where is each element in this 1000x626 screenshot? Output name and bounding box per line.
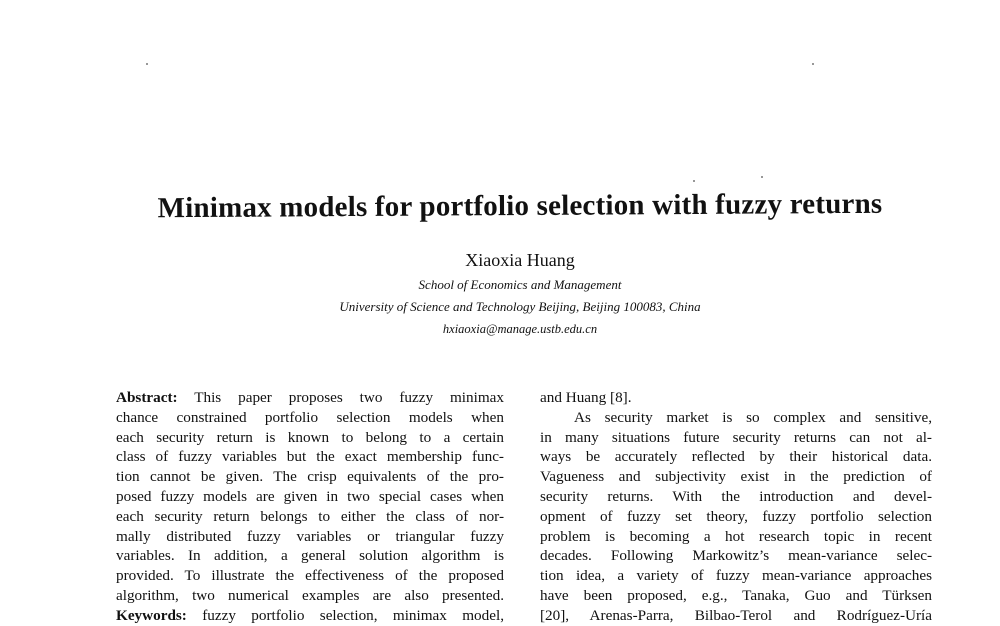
abstract-line: mally distributed fuzzy variables or triangular fuzzy: [116, 527, 504, 545]
abstract-text: This paper proposes two fuzzy minimax: [194, 389, 504, 406]
abstract-line: provided. To illustrate the effectiveness of the proposed: [116, 567, 504, 585]
keywords-label: Keywords:: [116, 606, 187, 624]
body-line: opment of fuzzy set theory, fuzzy portfolio selection: [540, 507, 932, 525]
scan-speck: [146, 63, 148, 65]
body-line: tion idea, a variety of fuzzy mean-variance approaches: [540, 567, 932, 585]
body-line: decades. Following Markowitz’s mean-variance selec-: [540, 547, 932, 565]
body-line: in many situations future security returns can not al-: [540, 428, 932, 446]
keywords-line: [116, 606, 504, 626]
author-email: hxiaoxia@manage.ustb.edu.cn: [442, 322, 598, 336]
keywords-text: fuzzy portfolio selection, minimax model,: [202, 606, 504, 624]
author-name: Xiaoxia Huang: [465, 250, 575, 270]
body-line: ways be accurately reflected by their historical data.: [540, 448, 932, 466]
abstract-line: class of fuzzy variables but the exact membership func-: [116, 448, 504, 466]
body-line: problem is becoming a hot research topic in recent: [540, 527, 932, 545]
body-line: and Huang [8].: [540, 389, 632, 406]
abstract-line: tion cannot be given. The crisp equivalents of the pro-: [116, 468, 504, 486]
body-column: [540, 388, 932, 626]
abstract-line: variables. In addition, a general solution algorithm is: [116, 547, 504, 565]
abstract-label: Abstract:: [116, 389, 178, 406]
abstract-line: chance constrained portfolio selection models when: [116, 408, 504, 426]
body-line: Vagueness and subjectivity exist in the prediction of: [540, 468, 932, 486]
scan-speck: [812, 63, 814, 65]
abstract-column: [116, 388, 504, 626]
scan-speck: [693, 180, 695, 182]
abstract-line: each security return is known to belong to a certain: [116, 428, 504, 446]
paper-title: Minimax models for portfolio selection with fuzzy returns: [157, 187, 883, 225]
affiliation-school: School of Economics and Management: [418, 277, 622, 292]
scan-speck: [761, 176, 763, 178]
body-line: security returns. With the introduction and devel-: [540, 487, 932, 505]
body-line: [20], Arenas-Parra, Bilbao-Terol and Rodríguez-Uría: [540, 606, 932, 624]
abstract-line: [116, 388, 504, 408]
abstract-line: posed fuzzy models are given in two special cases when: [116, 487, 504, 505]
abstract-line: each security return belongs to either the class of nor-: [116, 507, 504, 525]
affiliation-university: University of Science and Technology Beijing, Beijing 100083, China: [339, 299, 701, 314]
body-line: have been proposed, e.g., Tanaka, Guo and Türksen: [540, 586, 932, 604]
abstract-line: algorithm, two numerical examples are also presented.: [116, 586, 504, 604]
body-line: As security market is so complex and sensitive,: [574, 408, 932, 426]
